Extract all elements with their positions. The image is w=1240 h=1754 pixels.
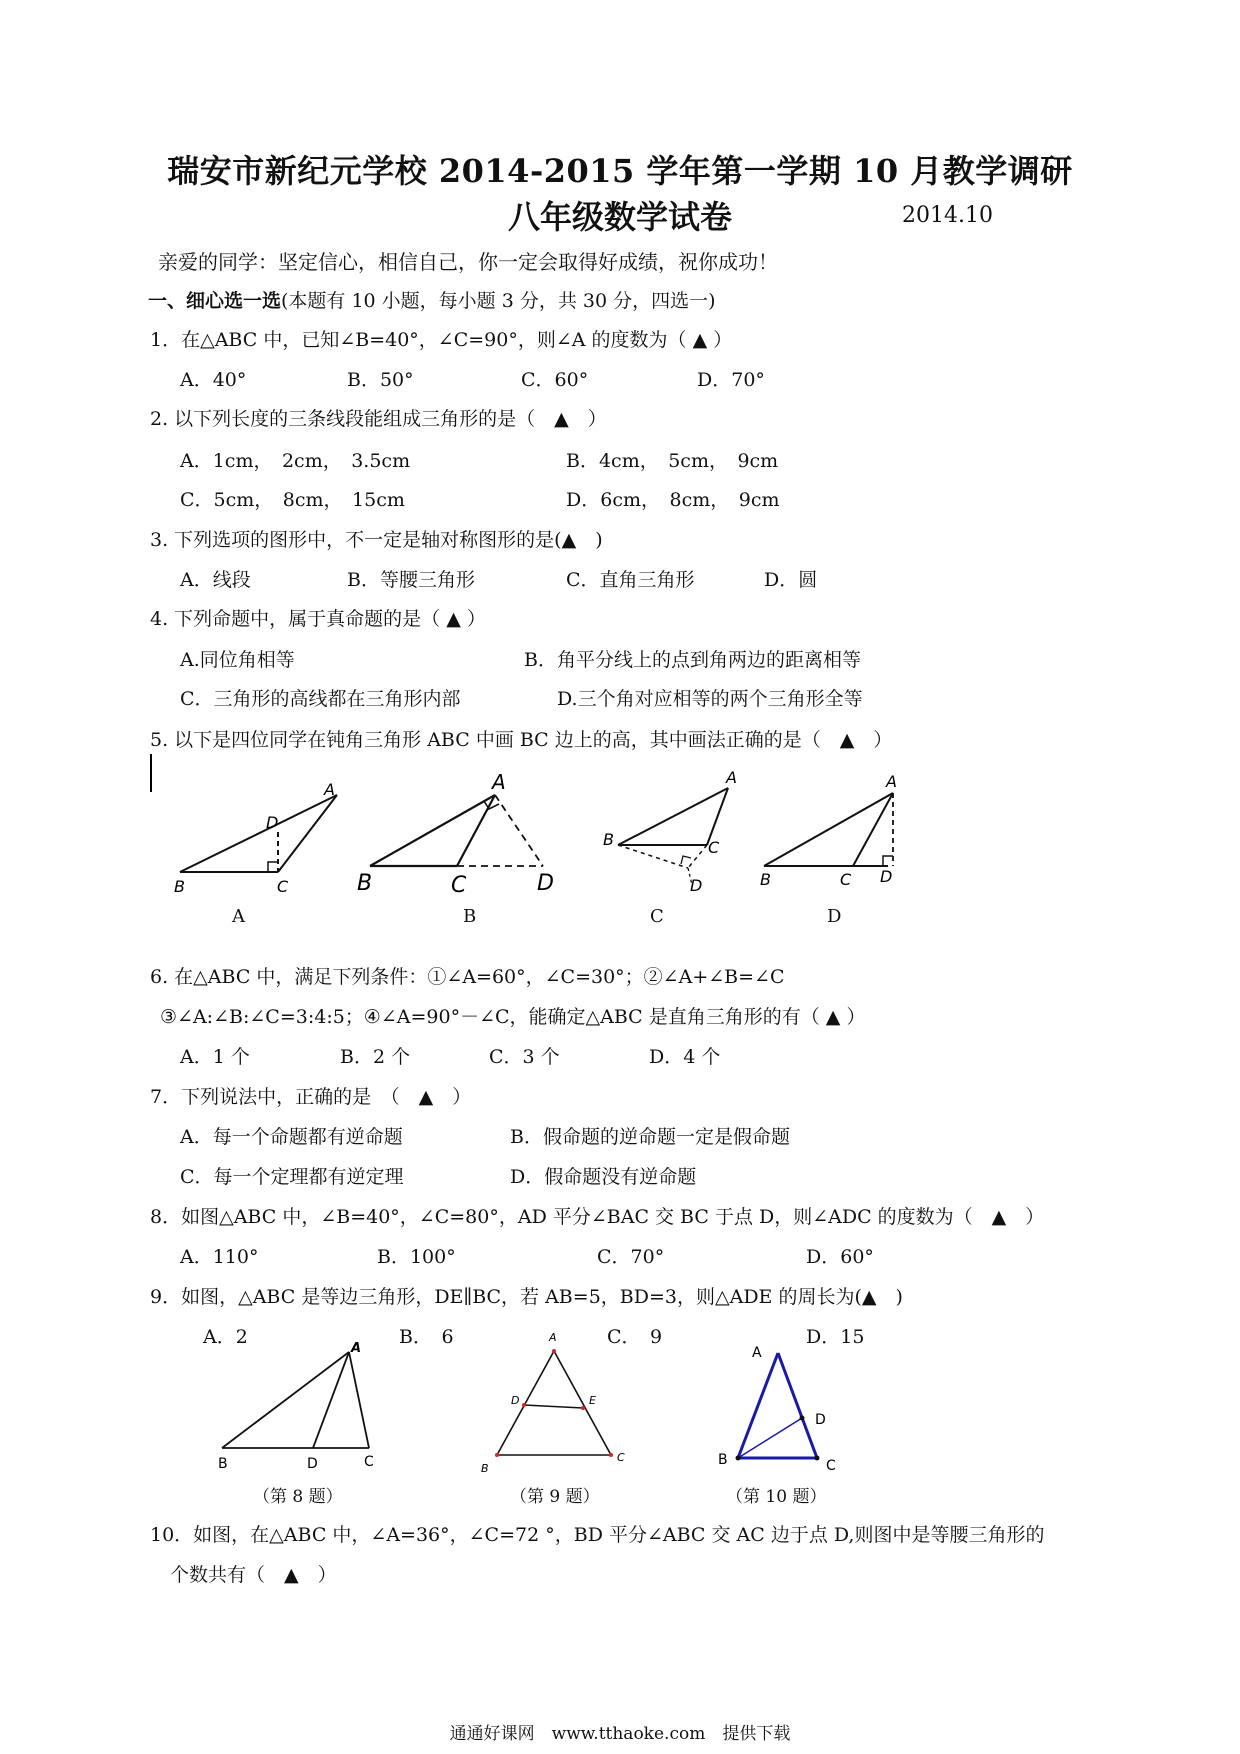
q3-option-c: C．直角三角形 (566, 569, 695, 591)
q9-option-b: B． 6 (399, 1326, 454, 1348)
q6-option-d: D．4 个 (649, 1046, 721, 1068)
q8-option-b: B．100° (377, 1246, 456, 1268)
fig9-label-e: E (589, 1394, 596, 1407)
q5-figure-b (370, 795, 543, 866)
question-8: 8．如图△ABC 中，∠B=40°，∠C=80°，AD 平分∠BAC 交 BC 于点 D，则∠ADC 的度数为（ ▲ ） (150, 1206, 1045, 1228)
question-4: 4. 下列命题中，属于真命题的是（ ▲ ） (150, 608, 486, 630)
question-1: 1．在△ABC 中，已知∠B=40°，∠C=90°，则∠A 的度数为（ ▲ ） (150, 329, 733, 351)
q2-option-d: D．6cm， 8cm， 9cm (566, 489, 780, 511)
q3-option-d: D．圆 (764, 569, 818, 591)
q5b-label-b: B (357, 871, 373, 896)
fig9-label-d: D (511, 1394, 520, 1407)
question-7: 7．下列说法中，正确的是 （ ▲ ） (150, 1086, 472, 1108)
q5-figures (0, 760, 1240, 920)
greeting: 亲爱的同学：坚定信心，相信自己，你一定会取得好成绩，祝你成功！ (158, 250, 778, 274)
q6-option-c: C．3 个 (489, 1046, 560, 1068)
fig10-label-c: C (826, 1458, 836, 1474)
q8-option-a: A．110° (180, 1246, 259, 1268)
q2-option-a: A．1cm， 2cm， 3.5cm (180, 450, 411, 472)
page-footer: 通通好课网 www.tthaoke.com 提供下载 (449, 1724, 791, 1744)
caption-fig8: （第 8 题） (253, 1487, 343, 1507)
q3-option-b: B．等腰三角形 (347, 569, 475, 591)
caption-fig9: （第 9 题） (510, 1487, 600, 1507)
q5-figure-c (618, 788, 728, 885)
q9-option-c: C． 9 (607, 1326, 663, 1348)
exam-title-line1: 瑞安市新纪元学校 2014-2015 学年第一学期 10 月教学调研 (167, 152, 1073, 190)
section-heading: 一、细心选一选 (148, 290, 282, 312)
fig9-point-c (609, 1453, 613, 1457)
q5d-label-b: B (760, 870, 771, 889)
q5c-label-c: C (708, 838, 720, 857)
q9-option-a: A．2 (203, 1326, 248, 1348)
q5c-label-b: B (603, 830, 614, 849)
question-6: 6. 在△ABC 中，满足下列条件：①∠A=60°，∠C=30°；②∠A+∠B=∠C (150, 966, 785, 988)
fig9-label-b: B (481, 1462, 489, 1475)
fig9-point-e (581, 1406, 585, 1410)
fig10-label-b: B (718, 1452, 728, 1468)
fig8-label-a: A (351, 1341, 362, 1356)
q4-option-a: A.同位角相等 (180, 649, 295, 671)
q5-label-d: D (827, 906, 842, 927)
q8-option-d: D．60° (806, 1246, 874, 1268)
q5-label-b: B (463, 906, 477, 927)
q7-option-d: D．假命题没有逆命题 (510, 1166, 697, 1188)
q4-option-b: B．角平分线上的点到角两边的距离相等 (524, 649, 861, 671)
q5c-label-a: A (726, 768, 737, 787)
q7-option-b: B．假命题的逆命题一定是假命题 (510, 1126, 790, 1148)
fig10-label-d: D (815, 1412, 826, 1428)
q5a-label-b: B (174, 877, 185, 896)
q7-option-c: C．每一个定理都有逆定理 (180, 1166, 404, 1188)
q1-option-b: B．50° (347, 369, 414, 391)
q6-option-a: A．1 个 (180, 1046, 250, 1068)
q2-option-c: C．5cm， 8cm， 15cm (180, 489, 405, 511)
q6-option-b: B．2 个 (340, 1046, 411, 1068)
question-10-line2: 个数共有（ ▲ ） (170, 1564, 337, 1586)
q8-option-c: C．70° (597, 1246, 665, 1268)
question-6-line2: ③∠A:∠B:∠C=3:4:5；④∠A=90°－∠C，能确定△ABC 是直角三角形的有（ ▲ ） (160, 1006, 866, 1028)
question-2: 2. 以下列长度的三条线段能组成三角形的是（ ▲ ） (150, 408, 607, 430)
question-9: 9．如图，△ABC 是等边三角形，DE∥BC，若 AB=5，BD=3，则△ADE 的周长为(▲ ) (150, 1286, 903, 1308)
q5-label-a: A (232, 906, 245, 927)
fig8-label-b: B (218, 1456, 228, 1472)
q5d-label-c: C (840, 870, 852, 889)
q5d-label-a: A (886, 772, 897, 791)
fig9-point-b (495, 1453, 499, 1457)
fig10-point-b (736, 1456, 741, 1461)
figure-10-points (736, 1416, 820, 1461)
fig8-label-d: D (307, 1456, 318, 1472)
q1-option-c: C．60° (521, 369, 589, 391)
q3-option-a: A．线段 (180, 569, 251, 591)
section-note: (本题有 10 小题，每小题 3 分，共 30 分，四选一) (281, 290, 716, 312)
q9-option-d: D．15 (806, 1326, 865, 1348)
q5a-label-a: A (324, 780, 335, 799)
fig9-point-d (522, 1403, 526, 1407)
q1-option-d: D．70° (697, 369, 765, 391)
fig9-point-a (552, 1349, 556, 1353)
figure-8 (222, 1352, 369, 1448)
fig9-label-c: C (617, 1451, 625, 1464)
q5-label-c: C (650, 906, 664, 927)
q5a-label-d: D (266, 813, 279, 832)
q1-option-a: A．40° (180, 369, 247, 391)
exam-title-line2: 八年级数学试卷 (507, 198, 732, 236)
fig10-point-d (800, 1416, 805, 1421)
q2-option-b: B．4cm， 5cm， 9cm (566, 450, 779, 472)
fig8-label-c: C (364, 1454, 374, 1470)
q5b-label-d: D (537, 871, 554, 896)
question-3: 3. 下列选项的图形中，不一定是轴对称图形的是(▲ ) (150, 529, 603, 551)
question-10: 10．如图，在△ABC 中，∠A=36°，∠C=72 °，BD 平分∠ABC 交 AC 边于点 D,则图中是等腰三角形的 (150, 1524, 1045, 1546)
q5-figure-a (180, 795, 337, 872)
fig10-label-a: A (752, 1345, 762, 1361)
q5-figure-d (764, 793, 893, 866)
q4-option-c: C．三角形的高线都在三角形内部 (180, 688, 461, 710)
q5b-label-c: C (451, 873, 467, 898)
q5c-label-d: D (690, 876, 703, 895)
fig10-point-c (815, 1456, 820, 1461)
q5b-label-a: A (492, 770, 506, 794)
fig9-label-a: A (549, 1331, 557, 1344)
q4-option-d: D.三个角对应相等的两个三角形全等 (557, 688, 863, 710)
exam-date: 2014.10 (902, 203, 993, 228)
caption-fig10: （第 10 题） (726, 1487, 827, 1507)
q5d-label-d: D (880, 867, 893, 886)
question-5: 5. 以下是四位同学在钝角三角形 ABC 中画 BC 边上的高，其中画法正确的是（ ▲ ） (150, 729, 893, 751)
q5a-label-c: C (277, 877, 289, 896)
q8-q10-figures (0, 1330, 1240, 1480)
q7-option-a: A．每一个命题都有逆命题 (180, 1126, 403, 1148)
figure-10 (738, 1353, 817, 1458)
section-title (148, 286, 716, 313)
